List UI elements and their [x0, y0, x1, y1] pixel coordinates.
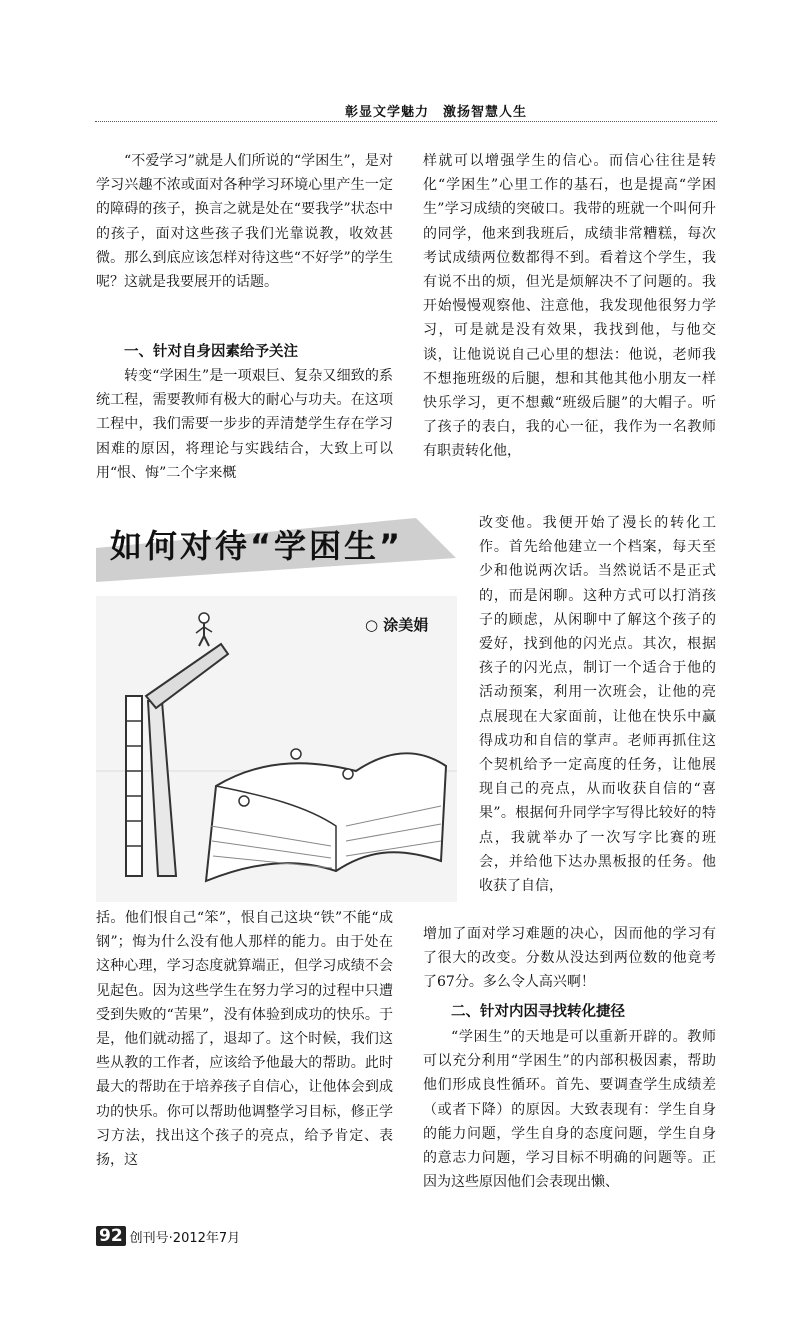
left-para-3: 括。他们恨自己“笨”，恨自己这块“铁”不能“成钢”；悔为什么没有他人那样的能力。由于处在这种心理，学习态度就算端正，但学习成绩不会见起色。因为这些学生在努力学习的过程中只遭受到失败的“苦果”，没有体验到成功的快乐。于是，他们就动摇了，退却了。这个时候，我们这些从教的工作者，应该给予他最大的帮助。此时最大的帮助在于培养孩子自信心，让他体会到成功的快乐。你可以帮助他调整学习目标，修正学习方法，找出这个孩子的亮点，给予肯定、表扬，这: [96, 910, 393, 1169]
section-heading-2: 二、针对内因寻找转化捷径: [451, 1004, 625, 1020]
left-para-1: “不爱学习”就是人们所说的“学困生”，是对学习兴趣不浓或面对各种学习环境心里产生一定的障碍的孩子，换言之就是处在“要我学”状态中的孩子，面对这些孩子我们光靠说教，收效甚微。那么到底应该怎样对待这些“不好学”的学生呢？这就是我要展开的话题。: [96, 153, 393, 291]
right-para-1: 样就可以增强学生的信心。而信心往往是转化“学困生”心里工作的基石，也是提高“学困生”学习成绩的突破口。我带的班就一个叫何升的同学，他来到我班后，成绩非常糟糕，每次考试成绩两位数都得不到。看着这个学生，我有说不出的烦，但光是烦解决不了问题的。我开始慢慢观察他、注意他，我发现他很努力学习，可是就是没有效果，我找到他，与他交谈，让他说说自己心里的想法：他说，老师我不想拖班级的后腿，想和其他其他小朋友一样快乐学习，更不想戴“班级后腿”的大帽子。听了孩子的表白，我的心一征，我作为一名教师有职责转化他，: [423, 153, 716, 460]
section-heading-1: 一、针对自身因素给予关注: [124, 344, 298, 360]
publication-info: 创刊号·2012年7月: [129, 1230, 241, 1246]
article-title: 如何对待“学困生”: [110, 527, 404, 565]
page-number: 92: [96, 1226, 126, 1246]
author-name: ○ 涂美娟: [365, 616, 429, 634]
left-para-2: 转变“学困生”是一项艰巨、复杂又细致的系统工程，需要教师有极大的耐心与功夫。在这项工程中，我们需要一步步的弄清楚学生存在学习困难的原因，将理论与实践结合，大致上可以用“恨、悔”二个字来概: [96, 368, 393, 481]
page-footer: [96, 1226, 240, 1246]
right-para-3: 增加了面对学习难题的决心，因而他的学习有了很大的改变。分数从没达到两位数的他竟考了67分。多么令人高兴啊！: [423, 926, 716, 991]
right-para-4: “学困生”的天地是可以重新开辟的。教师可以充分利用“学困生”的内部积极因素，帮助他们形成良性循环。首先、要调查学生成绩差（或者下降）的原因。大致表现有：学生自身的能力问题，学生自身的态度问题，学生自身的意志力问题，学习目标不明确的问题等。正因为这些原因他们会表现出懒、: [423, 1029, 716, 1191]
page-header: [95, 103, 717, 122]
right-para-2: 改变他。我便开始了漫长的转化工作。首先给他建立一个档案，每天至少和他说两次话。当然说话不是正式的，而是闲聊。这种方式可以打消孩子的顾虑，从闲聊中了解这个孩子的爱好，找到他的闪光点。其次，根据孩子的闪光点，制订一个适合于他的活动预案，利用一次班会，让他的亮点展现在大家面前，让他在快乐中赢得成功和自信的掌声。老师再抓住这个契机给予一定高度的任务，让他展现自己的亮点，从而收获自信的“喜果”。根据何升同学字写得比较好的特点，我就举办了一次写字比赛的班会，并给他下达办黑板报的任务。他收获了自信，: [479, 515, 716, 895]
illustration-books-ladder: [96, 596, 457, 902]
header-slogan: 彰显文学魅力 激扬智慧人生: [344, 105, 527, 120]
